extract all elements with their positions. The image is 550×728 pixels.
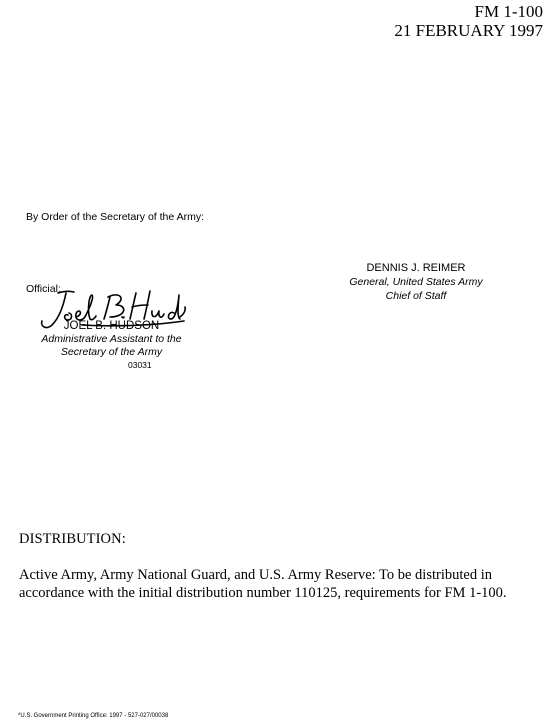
- chief-name: DENNIS J. REIMER: [366, 262, 466, 274]
- chief-of-staff-block: [331, 261, 501, 303]
- official-label: Official:: [26, 283, 61, 295]
- official-title-line1: Administrative Assistant to the: [41, 333, 182, 345]
- distribution-heading: DISTRIBUTION:: [19, 531, 126, 547]
- official-signer-block: [24, 320, 199, 359]
- printing-office-footer: *U.S. Government Printing Office: 1997 - 527-027/00038: [18, 713, 169, 719]
- official-title-line2: Secretary of the Army: [60, 346, 163, 358]
- publication-date: 21 FEBRUARY 1997: [394, 21, 543, 40]
- order-line: By Order of the Secretary of the Army:: [26, 211, 204, 223]
- distribution-text: Active Army, Army National Guard, and U.S. Army Reserve: To be distributed in accordance with the initial distribution number 110125, requirements for FM 1-100.: [19, 567, 507, 601]
- chief-title-line1: General, United States Army: [349, 276, 483, 288]
- official-name: JOEL B. HUDSON: [63, 320, 160, 332]
- document-header: [394, 2, 543, 40]
- publication-number: FM 1-100: [474, 2, 543, 21]
- official-number: 03031: [128, 360, 152, 370]
- chief-title-line2: Chief of Staff: [385, 290, 447, 302]
